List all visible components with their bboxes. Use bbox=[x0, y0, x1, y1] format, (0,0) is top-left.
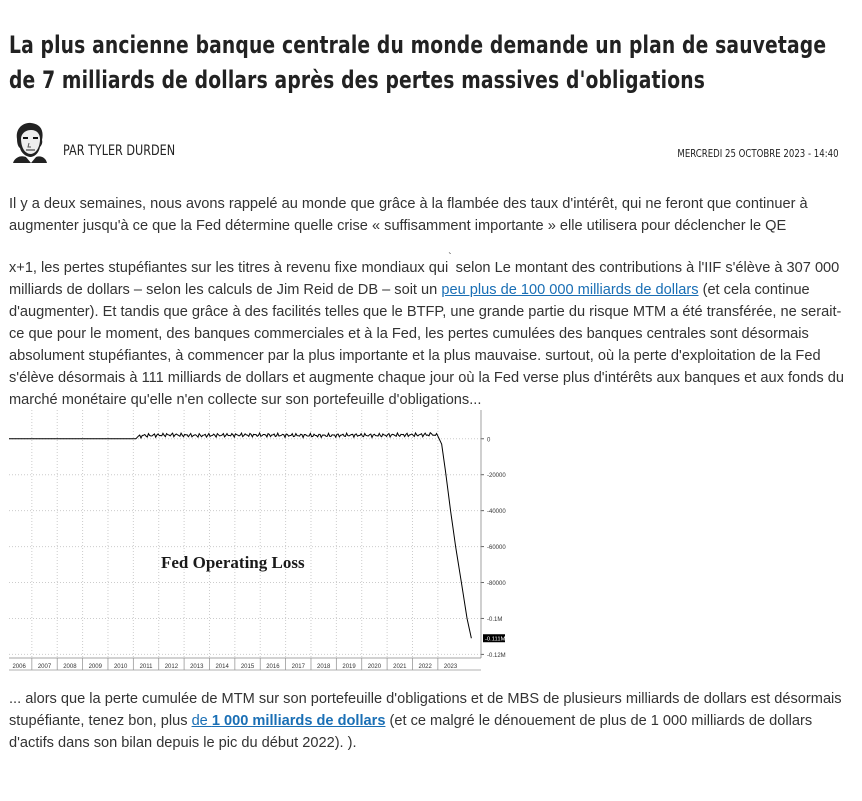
fed-operating-loss-chart bbox=[9, 406, 513, 674]
x-tick-label: 2012 bbox=[164, 664, 179, 670]
x-tick-label: 2013 bbox=[190, 664, 204, 670]
x-tick-label: 2006 bbox=[12, 664, 26, 670]
paragraph-3 bbox=[9, 688, 845, 754]
x-tick-label: 2007 bbox=[37, 664, 52, 670]
x-tick-label: 2014 bbox=[215, 664, 229, 670]
x-tick-label: 2015 bbox=[240, 664, 255, 670]
paragraph-3-text-a: ... alors que la perte cumulée de MTM sur son portefeuille d'obligations et de MBS de plusieurs milliards de dollars est désormais stupéfiante, tenez bon, plus bbox=[9, 691, 842, 729]
x-tick-label: 2008 bbox=[63, 664, 77, 670]
y-tick-label: -60000 bbox=[487, 545, 506, 552]
byline bbox=[9, 121, 839, 165]
y-tick-label: -40000 bbox=[487, 509, 506, 516]
fed-operating-loss-line bbox=[9, 433, 471, 638]
stray-mark: ` bbox=[448, 252, 452, 263]
author-avatar[interactable] bbox=[9, 121, 49, 163]
last-value-label: -0.111M bbox=[485, 636, 506, 643]
paragraph-1: Il y a deux semaines, nous avons rappelé au monde que grâce à la flambée des taux d'intérêt, qui ne feront que continuer à augmenter jusqu'à ce que la Fed détermine quelle crise « suffisamment importante » elle utilisera pour déclencher le QE bbox=[9, 196, 808, 234]
y-tick-label: -0.1M bbox=[487, 616, 503, 623]
x-tick-label: 2020 bbox=[367, 664, 382, 670]
x-tick-label: 2016 bbox=[266, 664, 280, 670]
x-tick-label: 2023 bbox=[443, 664, 458, 670]
article-headline: La plus ancienne banque centrale du monde demande un plan de sauvetage de 7 milliards de dollars après des pertes massives d'obligations bbox=[9, 31, 827, 94]
x-tick-label: 2011 bbox=[139, 664, 153, 670]
x-tick-label: 2009 bbox=[88, 664, 102, 670]
x-tick-label: 2022 bbox=[418, 664, 432, 670]
chart-svg bbox=[9, 406, 513, 674]
paragraph-2-text-b: selon Le montant des contributions à l'IIF s'élève à 307 000 milliards de dollars – selon les calculs de Jim Reid de DB – soit un bbox=[9, 260, 840, 298]
chart-title: Fed Operating Loss bbox=[161, 553, 305, 572]
x-tick-label: 2010 bbox=[113, 664, 128, 670]
y-tick-label: -20000 bbox=[487, 473, 506, 480]
link-1000-milliards[interactable] bbox=[192, 713, 386, 729]
link-bold: 1 000 milliards de dollars bbox=[211, 713, 386, 729]
publish-date: MERCREDI 25 OCTOBRE 2023 - 14:40 bbox=[677, 147, 839, 160]
y-tick-label: -80000 bbox=[487, 581, 506, 588]
y-tick-label: 0 bbox=[487, 437, 491, 444]
link-prefix: de bbox=[191, 713, 212, 729]
x-tick-label: 2017 bbox=[291, 664, 305, 670]
author-name[interactable]: PAR TYLER DURDEN bbox=[63, 143, 176, 159]
x-tick-label: 2021 bbox=[393, 664, 407, 670]
paragraph-2-text-c: (et cela continue d'augmenter). Et tandis que grâce à des facilités telles que le BTFP, une grande partie du risque MTM a été transférée, ne serait-ce que pour le moment, des banques commerciales et à la Fed, les pertes cumulées des banques centrales sont désormais absolument stupéfiantes, à commencer par la plus importante et la plus mauvaise. surtout, où la perte d'exploitation de la Fed s'élève désormais à 111 milliards de dollars et augmente chaque jour où la Fed verse plus d'intérêts aux banques et aux fonds du marché monétaire qu'elle n'en collecte sur son portefeuille d'obligations... bbox=[9, 282, 844, 408]
link-100000-milliards[interactable]: peu plus de 100 000 milliards de dollars bbox=[441, 282, 699, 298]
paragraph-3-text-b: (et ce malgré le dénouement de plus de 1 000 milliards de dollars d'actifs dans son bilan depuis le pic du début 2022). ). bbox=[9, 713, 813, 751]
paragraph-2 bbox=[9, 247, 845, 411]
x-tick-label: 2019 bbox=[342, 664, 356, 670]
paragraph-2-text-a: x+1, les pertes stupéfiantes sur les titres à revenu fixe mondiaux qui bbox=[9, 260, 449, 276]
x-tick-label: 2018 bbox=[316, 664, 331, 670]
y-tick-label: -0.12M bbox=[487, 652, 506, 659]
